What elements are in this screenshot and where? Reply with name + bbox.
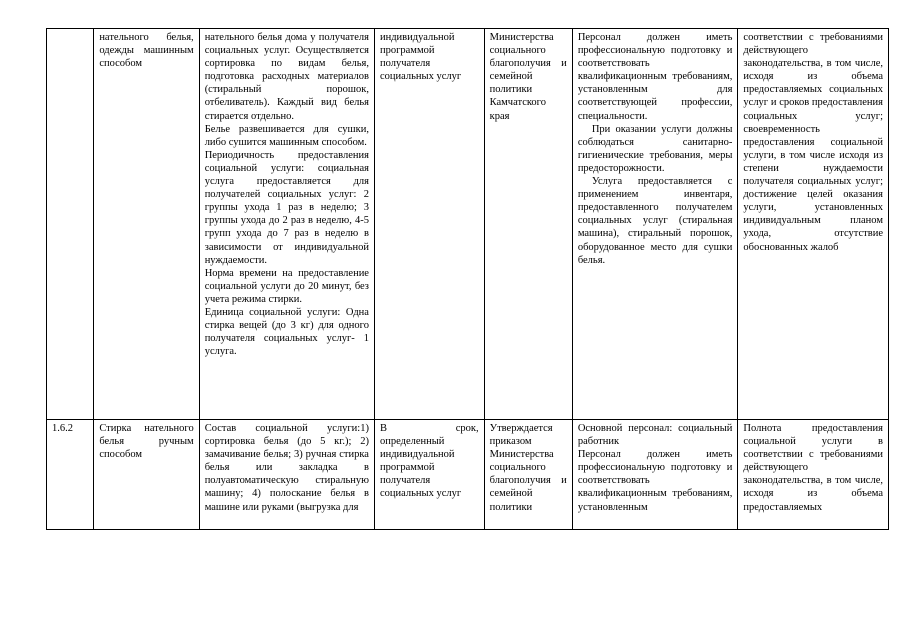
content-paragraph: Состав социальной услуги:1) сортировка белья (до 5 кг.); 2) замачивание белья; 3) ручная стирка белья или закладка в полуавтоматическую стиральную машину; 4) полоскание белья в машине или руками (выгрузка для	[204, 423, 369, 513]
row-number	[47, 29, 94, 420]
service-tariff: Утверждается приказом Министерства социального благополучия и семейной политики	[484, 420, 572, 530]
row-number: 1.6.2	[47, 420, 94, 530]
service-name: Стирка нательного белья ручным способом	[94, 420, 199, 530]
service-conditions	[572, 29, 738, 420]
content-paragraph: Норма времени на предоставление социальной услуги до 20 минут, без учета режима стирки.	[204, 267, 369, 305]
indicators-paragraph: соответствии с требованиями действующего законодательства, в том числе, исходя из объема предоставляемых социальных услуг и сроков предоставления социальных услуг; своевременность предоставления социальной услуги, в том числе исходя из степени нуждаемости получателя социальных услуг; достижение целей оказания услуги, установленных индивидуальным планом ухода, отсутствие обоснованных жалоб	[743, 32, 883, 253]
quality-indicators	[738, 420, 889, 530]
table-row	[47, 29, 889, 420]
service-name: нательного белья, одежды машинным способом	[94, 29, 199, 420]
service-tariff: Министерства социального благополучия и семейной политики Камчатского края	[484, 29, 572, 420]
service-conditions	[572, 420, 738, 530]
conditions-paragraph: Основной персонал: социальный работник	[577, 423, 733, 448]
quality-indicators	[738, 29, 889, 420]
conditions-paragraph: При оказании услуги должны соблюдаться санитарно-гигиенические требования, меры предосторожности.	[577, 123, 733, 174]
content-paragraph: Белье развешивается для сушки, либо сушится машинным способом.	[204, 123, 369, 148]
content-paragraph: нательного белья дома у получателя социальных услуг. Осуществляется сортировка по видам белья, подготовка расходных материалов (стиральный порошок, отбеливатель). Каждый вид белья стирается отдельно.	[204, 32, 369, 122]
content-paragraph: Периодичность предоставления социальной услуги: социальная услуга предоставляется для получателей социальных услуг: 2 группы ухода 1 раз в неделю; 3 группы ухода до 2 раз в неделю, 4-5 групп ухода до 7 раз в неделю в зависимости от индивидуальной нуждаемости.	[204, 149, 369, 266]
service-term: В срок, определенный индивидуальной программой получателя социальных услуг	[374, 420, 484, 530]
conditions-paragraph: Персонал должен иметь профессиональную подготовку и соответствовать квалификационным требованиям, установленным для соответствующей профессии, специальности.	[577, 32, 733, 122]
table-row	[47, 420, 889, 530]
service-content	[199, 29, 374, 420]
service-term: индивидуальной программой получателя социальных услуг	[374, 29, 484, 420]
service-content	[199, 420, 374, 530]
conditions-paragraph: Персонал должен иметь профессиональную подготовку и соответствовать квалификационным требованиям, установленным	[577, 449, 733, 513]
indicators-paragraph: Полнота предоставления социальной услуги в соответствии с требованиями действующего законодательства, в том числе, исходя из объема предоставляемых	[743, 423, 883, 513]
services-table	[46, 28, 889, 530]
content-paragraph: Единица социальной услуги: Одна стирка вещей (до 3 кг) для одного получателя социальных услуг- 1 услуга.	[204, 306, 369, 358]
conditions-paragraph: Услуга предоставляется с применением инвентаря, предоставленного получателем социальных услуг (стиральная машина), стиральный порошок, оборудованное место для сушки белья.	[577, 176, 733, 266]
